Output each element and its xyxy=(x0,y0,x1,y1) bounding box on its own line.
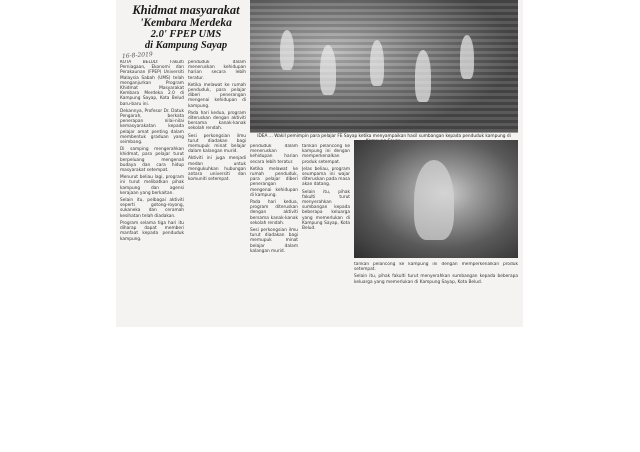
paragraph: tarikan pelancong ke kampung ini dengan memperkenalkan produk setempat. xyxy=(302,144,350,165)
article-column-2 xyxy=(188,60,246,324)
photo-divider xyxy=(250,132,518,133)
paragraph: KOTA BELUD: Fakulti Perniagaan, Ekonomi dan Perakaunan (FPEP) Universiti Malaysia Sabah (UMS) telah menganjurkan Program Khidmat Masyarakat Kembara Merdeka 2.0 di Kampung Sayap, Kota Belud baru-baru ini. xyxy=(120,60,184,107)
paragraph: Di samping mengerahkan khidmat, para pelajar turut berpeluang mengenali budaya dan cara hidup masyarakat setempat. xyxy=(120,147,184,174)
paragraph: Sesi perkongsian ilmu turut diadakan bagi memupuk minat belajar dalam kalangan murid. xyxy=(188,133,246,155)
photo-caption: IDEA ... Wakil pemimpin para pelajar FE Sayap ketika menyampaikan hasil sumbangan kepada penduduk kampung di xyxy=(257,134,511,139)
headline-line-4: di Kampung Sayap xyxy=(144,40,228,51)
paragraph: Selain itu, pihak fakulti turut menyerahkan sumbangan kepada beberapa keluarga yang memerlukan di Kampung Sayap, Kota Belud. xyxy=(302,189,350,232)
paragraph: penduduk dalam meneruskan kehidupan harian secara lebih teratur. xyxy=(188,60,246,81)
article-column-5 xyxy=(354,262,518,324)
paragraph: Selain itu, pelbagai aktiviti seperti gotong-royong, sukaneka dan ceramah kesihatan telah diadakan. xyxy=(120,198,184,219)
paragraph: Dekannya, Profesor Dr. Datuk Pengarah, berkata penerapan nilai-nilai kemasyarakatan kepada pelajar amat penting dalam membentuk graduan yang seimbang. xyxy=(120,108,184,146)
headline-line-3: 2.0' FPEP UMS xyxy=(150,29,222,40)
headline-line-1: Khidmat masyarakat xyxy=(132,3,240,17)
paragraph: Pada hari kedua, program diteruskan dengan aktiviti bersama kanak-kanak sekolah rendah. xyxy=(188,110,246,132)
newspaper-clipping xyxy=(116,0,523,327)
paragraph: tarikan pelancong ke kampung ini dengan memperkenalkan produk setempat. xyxy=(354,262,518,273)
article-column-3 xyxy=(250,144,298,324)
article-photo-group xyxy=(250,0,518,132)
paragraph: Menurut beliau lagi, program ini turut melibatkan pihak kampung dan agensi kerajaan yang berkaitan. xyxy=(120,175,184,196)
paragraph: Pada hari kedua, program diteruskan dengan aktiviti bersama kanak-kanak sekolah rendah. xyxy=(250,200,298,226)
paragraph: Ketika melawat ke rumah penduduk, para pelajar diberi penerangan mengenai kehidupan di kampung. xyxy=(250,166,298,198)
paragraph: Aktiviti ini juga menjadi medan untuk mengukuhkan hubungan antara universiti dan komuniti setempat. xyxy=(188,156,246,183)
paragraph: Selain itu, pihak fakulti turut menyerahkan sumbangan kepada beberapa keluarga yang memerlukan di Kampung Sayap, Kota Belud. xyxy=(354,274,518,285)
paragraph: Program selama tiga hari itu diharap dapat memberi manfaat kepada penduduk kampung. xyxy=(120,220,184,242)
handwritten-date: 16-8-2019 xyxy=(121,50,153,61)
article-photo-portrait xyxy=(354,140,518,258)
paragraph: Jelas beliau, program seumpama ini wajar diteruskan pada masa akan datang. xyxy=(302,166,350,188)
paragraph: Ketika melawat ke rumah penduduk, para pelajar diberi penerangan mengenai kehidupan di kampung. xyxy=(188,82,246,109)
paragraph: Sesi perkongsian ilmu turut diadakan bagi memupuk minat belajar dalam kalangan murid. xyxy=(250,228,298,254)
headline-line-2: 'Kembara Merdeka xyxy=(140,17,232,29)
paragraph: penduduk dalam meneruskan kehidupan harian secara lebih teratur. xyxy=(250,144,298,165)
article-column-1 xyxy=(120,60,184,324)
article-headline xyxy=(120,0,252,51)
article-column-4 xyxy=(302,144,350,324)
